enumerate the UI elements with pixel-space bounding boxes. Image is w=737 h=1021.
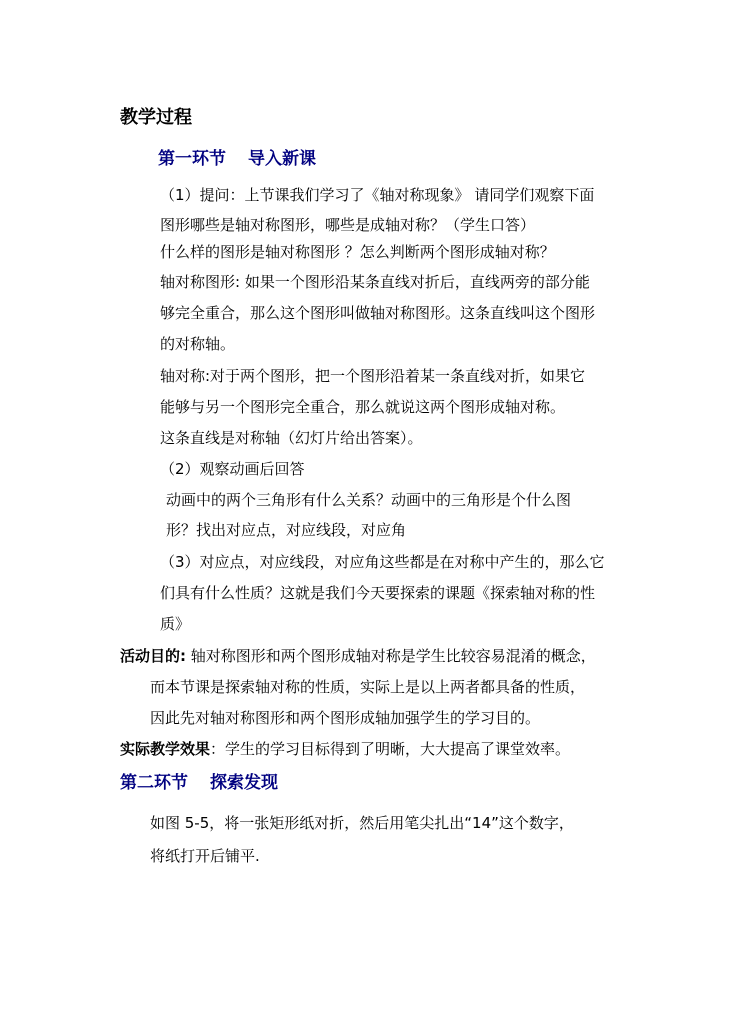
purpose-label: 活动目的: (120, 647, 186, 665)
paragraph-line: （3）对应点，对应线段，对应角这些都是在对称中产生的，那么它 (160, 553, 605, 571)
paragraph-line: 质》 (160, 615, 191, 633)
section-number: 第二环节 (120, 773, 188, 793)
paragraph-line: 够完全重合，那么这个图形叫做轴对称图形。这条直线叫这个图形 (160, 304, 596, 322)
effect-label: 实际教学效果 (120, 740, 211, 758)
purpose-line: 而本节课是探索轴对称的性质，实际上是以上两者都具备的性质， (150, 678, 586, 696)
paragraph-line: 的对称轴。 (160, 335, 236, 353)
paragraph-line: 们具有什么性质？这就是我们今天要探索的课题《探索轴对称的性 (160, 584, 596, 602)
purpose-line: 因此先对轴对称图形和两个图形成轴加强学生的学习目的。 (150, 709, 541, 727)
paragraph-line: （2）观察动画后回答 (160, 460, 305, 478)
paragraph-line: 如图 5-5，将一张矩形纸对折，然后用笔尖扎出“14”这个数字， (150, 814, 574, 832)
section-name: 导入新课 (248, 149, 316, 169)
purpose-line (120, 646, 596, 666)
effect-line (120, 739, 570, 759)
section-heading-2 (120, 772, 278, 794)
paragraph-line: （1）提问：上节课我们学习了《轴对称现象》 请同学们观察下面 (160, 186, 595, 204)
paragraph-line: 什么样的图形是轴对称图形 ？怎么判断两个图形成轴对称？ (160, 243, 555, 261)
paragraph-line: 轴对称图形: 如果一个图形沿某条直线对折后，直线两旁的部分能 (160, 273, 590, 291)
paragraph-line: 轴对称:对于两个图形，把一个图形沿着某一条直线对折，如果它 (160, 367, 586, 385)
paragraph-line: 动画中的两个三角形有什么关系？动画中的三角形是个什么图 (166, 491, 572, 509)
effect-text: ：学生的学习目标得到了明晰，大大提高了课堂效率。 (210, 740, 571, 758)
purpose-text: 轴对称图形和两个图形成轴对称是学生比较容易混淆的概念， (186, 647, 596, 665)
paragraph-line: 这条直线是对称轴（幻灯片给出答案）。 (160, 429, 423, 447)
section-number: 第一环节 (158, 149, 226, 169)
paragraph-line: 形？找出对应点，对应线段，对应角 (166, 521, 407, 539)
paragraph-line: 能够与另一个图形完全重合，那么就说这两个图形成轴对称。 (160, 398, 566, 416)
section-name: 探索发现 (210, 773, 278, 793)
section-heading-1 (158, 148, 316, 170)
paragraph-line: 图形哪些是轴对称图形，哪些是成轴对称？（学生口答） (160, 216, 536, 234)
paragraph-line: 将纸打开后铺平. (150, 847, 260, 865)
page-title: 教学过程 (120, 107, 192, 128)
